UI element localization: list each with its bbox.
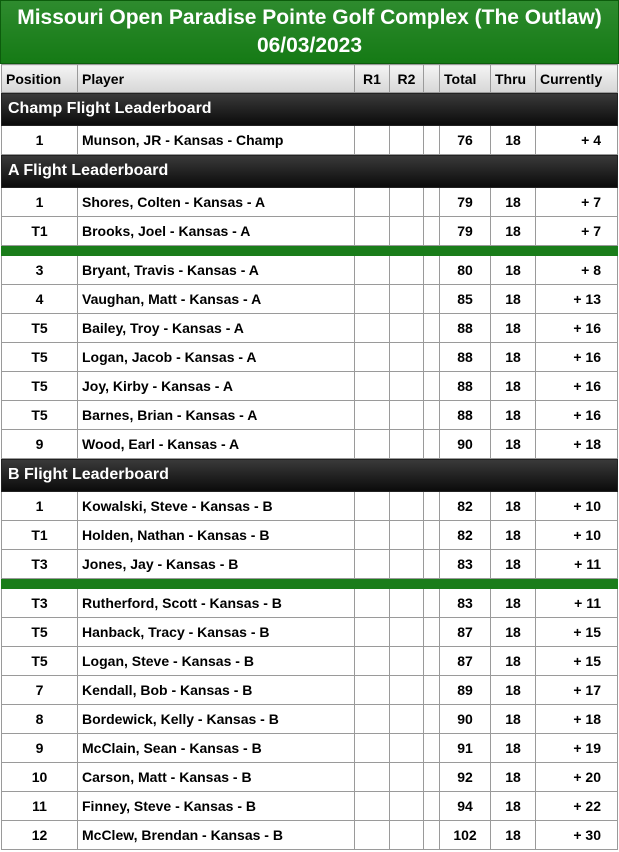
thru-cell: 18 [491, 314, 536, 343]
player-cell: Vaughan, Matt - Kansas - A [78, 285, 355, 314]
table-row [2, 492, 618, 521]
total-cell: 85 [440, 285, 491, 314]
table-row [2, 589, 618, 618]
r1-cell [355, 401, 390, 430]
r2-cell [390, 492, 424, 521]
col-blank-header [424, 65, 440, 93]
player-cell: Logan, Steve - Kansas - B [78, 647, 355, 676]
table-row [2, 734, 618, 763]
blank-cell [424, 792, 440, 821]
thru-cell: 18 [491, 618, 536, 647]
table-row [2, 521, 618, 550]
position-cell: 10 [2, 763, 78, 792]
table-row [2, 256, 618, 285]
currently-cell: + 16 [536, 401, 618, 430]
r2-cell [390, 734, 424, 763]
player-cell: Bryant, Travis - Kansas - A [78, 256, 355, 285]
currently-cell: + 8 [536, 256, 618, 285]
r1-cell [355, 792, 390, 821]
table-row [2, 676, 618, 705]
position-cell: 8 [2, 705, 78, 734]
player-cell: Brooks, Joel - Kansas - A [78, 217, 355, 246]
player-cell: Rutherford, Scott - Kansas - B [78, 589, 355, 618]
blank-cell [424, 763, 440, 792]
total-cell: 90 [440, 430, 491, 459]
r1-cell [355, 314, 390, 343]
leaderboard-title [0, 0, 619, 64]
player-cell: Jones, Jay - Kansas - B [78, 550, 355, 579]
total-cell: 76 [440, 126, 491, 155]
total-cell: 88 [440, 343, 491, 372]
table-row [2, 314, 618, 343]
position-cell: T3 [2, 589, 78, 618]
blank-cell [424, 401, 440, 430]
player-cell: Joy, Kirby - Kansas - A [78, 372, 355, 401]
thru-cell: 18 [491, 792, 536, 821]
total-cell: 88 [440, 401, 491, 430]
thru-cell: 18 [491, 521, 536, 550]
player-cell: Bailey, Troy - Kansas - A [78, 314, 355, 343]
r1-cell [355, 618, 390, 647]
currently-cell: + 16 [536, 314, 618, 343]
player-cell: Munson, JR - Kansas - Champ [78, 126, 355, 155]
r1-cell [355, 126, 390, 155]
table-row [2, 821, 618, 850]
r2-cell [390, 217, 424, 246]
blank-cell [424, 372, 440, 401]
total-cell: 83 [440, 550, 491, 579]
r1-cell [355, 734, 390, 763]
position-cell: 9 [2, 734, 78, 763]
r2-cell [390, 256, 424, 285]
currently-cell: + 7 [536, 217, 618, 246]
currently-cell: + 30 [536, 821, 618, 850]
flight-header-row [2, 155, 618, 188]
thru-cell: 18 [491, 763, 536, 792]
thru-cell: 18 [491, 126, 536, 155]
player-cell: McClain, Sean - Kansas - B [78, 734, 355, 763]
col-player-header: Player [78, 65, 355, 93]
cut-line [2, 579, 618, 589]
r2-cell [390, 430, 424, 459]
total-cell: 80 [440, 256, 491, 285]
thru-cell: 18 [491, 821, 536, 850]
table-row [2, 126, 618, 155]
position-cell: 7 [2, 676, 78, 705]
total-cell: 88 [440, 314, 491, 343]
table-row [2, 285, 618, 314]
blank-cell [424, 550, 440, 579]
player-cell: Kendall, Bob - Kansas - B [78, 676, 355, 705]
total-cell: 82 [440, 492, 491, 521]
position-cell: 1 [2, 492, 78, 521]
blank-cell [424, 734, 440, 763]
r2-cell [390, 763, 424, 792]
currently-cell: + 11 [536, 550, 618, 579]
thru-cell: 18 [491, 343, 536, 372]
currently-cell: + 17 [536, 676, 618, 705]
player-cell: Wood, Earl - Kansas - A [78, 430, 355, 459]
total-cell: 79 [440, 188, 491, 217]
r1-cell [355, 589, 390, 618]
total-cell: 83 [440, 589, 491, 618]
table-row [2, 372, 618, 401]
thru-cell: 18 [491, 550, 536, 579]
thru-cell: 18 [491, 589, 536, 618]
r1-cell [355, 343, 390, 372]
r1-cell [355, 705, 390, 734]
blank-cell [424, 256, 440, 285]
r2-cell [390, 188, 424, 217]
col-position-header: Position [2, 65, 78, 93]
r1-cell [355, 256, 390, 285]
flight-title: B Flight Leaderboard [2, 459, 618, 492]
col-currently-header: Currently [536, 65, 618, 93]
table-row [2, 188, 618, 217]
table-row [2, 217, 618, 246]
flight-header-row [2, 93, 618, 126]
total-cell: 88 [440, 372, 491, 401]
table-row [2, 401, 618, 430]
currently-cell: + 16 [536, 343, 618, 372]
blank-cell [424, 521, 440, 550]
cut-line-bar [2, 579, 618, 589]
player-cell: Shores, Colten - Kansas - A [78, 188, 355, 217]
r1-cell [355, 492, 390, 521]
total-cell: 92 [440, 763, 491, 792]
total-cell: 89 [440, 676, 491, 705]
col-total-header: Total [440, 65, 491, 93]
table-row [2, 618, 618, 647]
thru-cell: 18 [491, 401, 536, 430]
r2-cell [390, 705, 424, 734]
currently-cell: + 18 [536, 705, 618, 734]
r1-cell [355, 285, 390, 314]
blank-cell [424, 343, 440, 372]
r1-cell [355, 521, 390, 550]
r1-cell [355, 821, 390, 850]
blank-cell [424, 705, 440, 734]
col-thru-header: Thru [491, 65, 536, 93]
position-cell: T1 [2, 521, 78, 550]
blank-cell [424, 821, 440, 850]
table-row [2, 343, 618, 372]
cut-line [2, 246, 618, 256]
position-cell: T5 [2, 401, 78, 430]
r1-cell [355, 647, 390, 676]
table-row [2, 763, 618, 792]
position-cell: T5 [2, 618, 78, 647]
total-cell: 102 [440, 821, 491, 850]
r1-cell [355, 188, 390, 217]
r1-cell [355, 676, 390, 705]
r1-cell [355, 372, 390, 401]
player-cell: Hanback, Tracy - Kansas - B [78, 618, 355, 647]
thru-cell: 18 [491, 705, 536, 734]
blank-cell [424, 589, 440, 618]
position-cell: 1 [2, 188, 78, 217]
player-cell: Finney, Steve - Kansas - B [78, 792, 355, 821]
r2-cell [390, 285, 424, 314]
total-cell: 91 [440, 734, 491, 763]
position-cell: T5 [2, 372, 78, 401]
position-cell: T5 [2, 314, 78, 343]
total-cell: 87 [440, 618, 491, 647]
thru-cell: 18 [491, 256, 536, 285]
r2-cell [390, 314, 424, 343]
player-cell: McClew, Brendan - Kansas - B [78, 821, 355, 850]
r2-cell [390, 401, 424, 430]
position-cell: T1 [2, 217, 78, 246]
col-r1-header: R1 [355, 65, 390, 93]
player-cell: Bordewick, Kelly - Kansas - B [78, 705, 355, 734]
position-cell: T5 [2, 343, 78, 372]
player-cell: Logan, Jacob - Kansas - A [78, 343, 355, 372]
header-row [2, 65, 618, 93]
position-cell: 4 [2, 285, 78, 314]
r2-cell [390, 676, 424, 705]
r1-cell [355, 550, 390, 579]
r2-cell [390, 126, 424, 155]
currently-cell: + 16 [536, 372, 618, 401]
col-r2-header: R2 [390, 65, 424, 93]
leaderboard-body [2, 93, 618, 850]
position-cell: 11 [2, 792, 78, 821]
blank-cell [424, 285, 440, 314]
currently-cell: + 4 [536, 126, 618, 155]
thru-cell: 18 [491, 676, 536, 705]
player-cell: Kowalski, Steve - Kansas - B [78, 492, 355, 521]
currently-cell: + 15 [536, 618, 618, 647]
thru-cell: 18 [491, 647, 536, 676]
currently-cell: + 10 [536, 521, 618, 550]
position-cell: T5 [2, 647, 78, 676]
r2-cell [390, 589, 424, 618]
blank-cell [424, 126, 440, 155]
event-date: 06/03/2023 [256, 34, 363, 57]
currently-cell: + 7 [536, 188, 618, 217]
table-row [2, 430, 618, 459]
player-cell: Carson, Matt - Kansas - B [78, 763, 355, 792]
r2-cell [390, 372, 424, 401]
r2-cell [390, 618, 424, 647]
currently-cell: + 19 [536, 734, 618, 763]
position-cell: T3 [2, 550, 78, 579]
currently-cell: + 20 [536, 763, 618, 792]
thru-cell: 18 [491, 188, 536, 217]
r1-cell [355, 430, 390, 459]
r2-cell [390, 343, 424, 372]
blank-cell [424, 618, 440, 647]
flight-header-row [2, 459, 618, 492]
event-name: Missouri Open Paradise Pointe Golf Complex (The Outlaw) [17, 6, 602, 29]
flight-title: Champ Flight Leaderboard [2, 93, 618, 126]
table-row [2, 550, 618, 579]
position-cell: 3 [2, 256, 78, 285]
r2-cell [390, 792, 424, 821]
player-cell: Holden, Nathan - Kansas - B [78, 521, 355, 550]
thru-cell: 18 [491, 372, 536, 401]
currently-cell: + 11 [536, 589, 618, 618]
total-cell: 79 [440, 217, 491, 246]
r2-cell [390, 647, 424, 676]
blank-cell [424, 217, 440, 246]
r1-cell [355, 763, 390, 792]
r2-cell [390, 821, 424, 850]
r2-cell [390, 521, 424, 550]
currently-cell: + 18 [536, 430, 618, 459]
table-row [2, 792, 618, 821]
r2-cell [390, 550, 424, 579]
currently-cell: + 13 [536, 285, 618, 314]
thru-cell: 18 [491, 285, 536, 314]
total-cell: 90 [440, 705, 491, 734]
thru-cell: 18 [491, 492, 536, 521]
position-cell: 1 [2, 126, 78, 155]
total-cell: 87 [440, 647, 491, 676]
r1-cell [355, 217, 390, 246]
table-row [2, 705, 618, 734]
currently-cell: + 10 [536, 492, 618, 521]
thru-cell: 18 [491, 217, 536, 246]
blank-cell [424, 188, 440, 217]
cut-line-bar [2, 246, 618, 256]
table-row [2, 647, 618, 676]
leaderboard-table [1, 64, 618, 850]
position-cell: 9 [2, 430, 78, 459]
total-cell: 94 [440, 792, 491, 821]
blank-cell [424, 492, 440, 521]
total-cell: 82 [440, 521, 491, 550]
blank-cell [424, 647, 440, 676]
thru-cell: 18 [491, 430, 536, 459]
player-cell: Barnes, Brian - Kansas - A [78, 401, 355, 430]
blank-cell [424, 314, 440, 343]
currently-cell: + 22 [536, 792, 618, 821]
position-cell: 12 [2, 821, 78, 850]
flight-title: A Flight Leaderboard [2, 155, 618, 188]
currently-cell: + 15 [536, 647, 618, 676]
blank-cell [424, 676, 440, 705]
thru-cell: 18 [491, 734, 536, 763]
blank-cell [424, 430, 440, 459]
